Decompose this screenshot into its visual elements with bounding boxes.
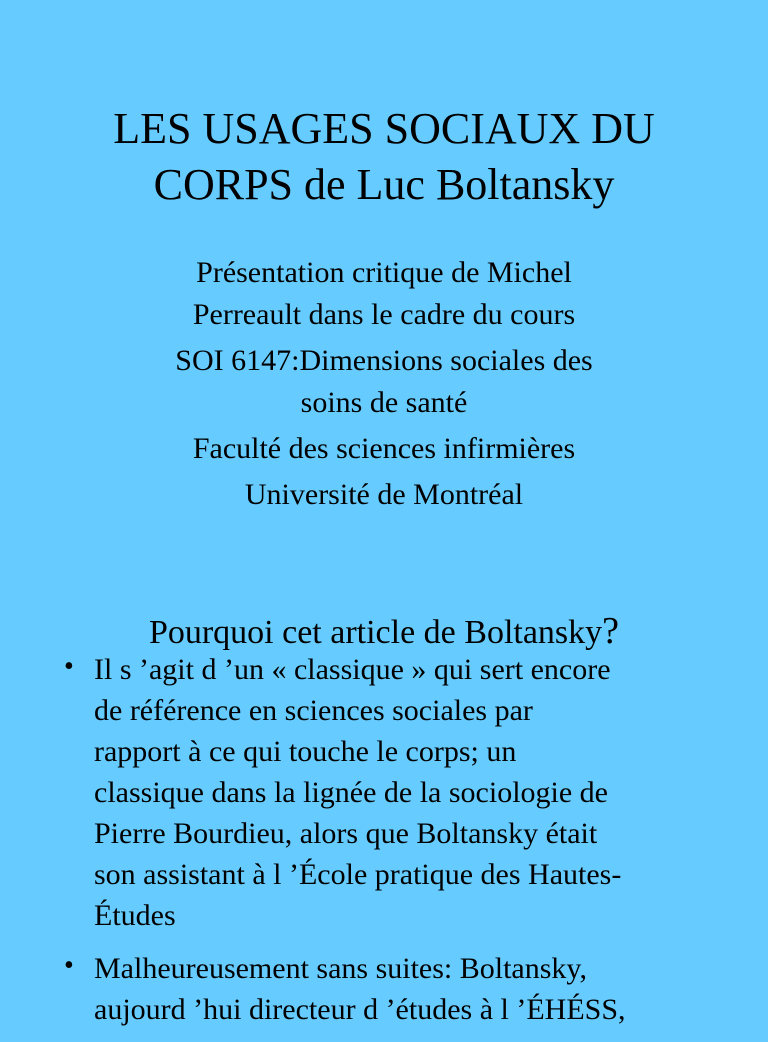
bullet-line: Pierre Bourdieu, alors que Boltansky était <box>94 817 598 850</box>
subtitle-line: Faculté des sciences infirmières <box>192 432 576 465</box>
content-slide <box>0 600 768 1024</box>
list-item <box>62 649 752 936</box>
bullet-icon: • <box>64 651 74 682</box>
slide-title <box>0 101 768 213</box>
list-item <box>62 948 752 1030</box>
bullet-line: de référence en sciences sociales par <box>94 694 533 727</box>
bullet-line: son assistant à l ’École pratique des Hautes- <box>94 858 622 891</box>
bullet-line: rapport à ce qui touche le corps; un <box>94 735 517 768</box>
question-mark: ? <box>602 610 620 652</box>
subtitle-university <box>0 474 768 516</box>
slide-title-line: CORPS de Luc Boltansky <box>153 160 615 209</box>
bullet-list <box>62 649 752 1042</box>
slide-subtitle <box>0 252 768 520</box>
slide-title-line: LES USAGES SOCIAUX DU <box>113 104 655 153</box>
bullet-line: Études <box>94 899 176 932</box>
subtitle-line: soins de santé <box>300 386 468 419</box>
subtitle-course <box>0 340 768 424</box>
bullet-icon: • <box>64 950 74 981</box>
slide-heading-text: Pourquoi cet article de Boltansky <box>148 614 603 651</box>
bullet-line: Il s ’agit d ’un « classique » qui sert encore <box>94 653 611 686</box>
subtitle-faculty <box>0 428 768 470</box>
subtitle-line: Présentation critique de Michel <box>196 256 572 289</box>
subtitle-line: Université de Montréal <box>244 478 524 511</box>
subtitle-line: SOI 6147:Dimensions sociales des <box>175 344 593 377</box>
subtitle-line: Perreault dans le cadre du cours <box>192 298 576 331</box>
bullet-line: Malheureusement sans suites: Boltansky, <box>94 952 587 985</box>
bullet-line: aujourd ’hui directeur d ’études à l ’ÉHÉSS, <box>94 993 626 1026</box>
bullet-line: classique dans la lignée de la sociologie de <box>94 776 608 809</box>
subtitle-presenter <box>0 252 768 336</box>
